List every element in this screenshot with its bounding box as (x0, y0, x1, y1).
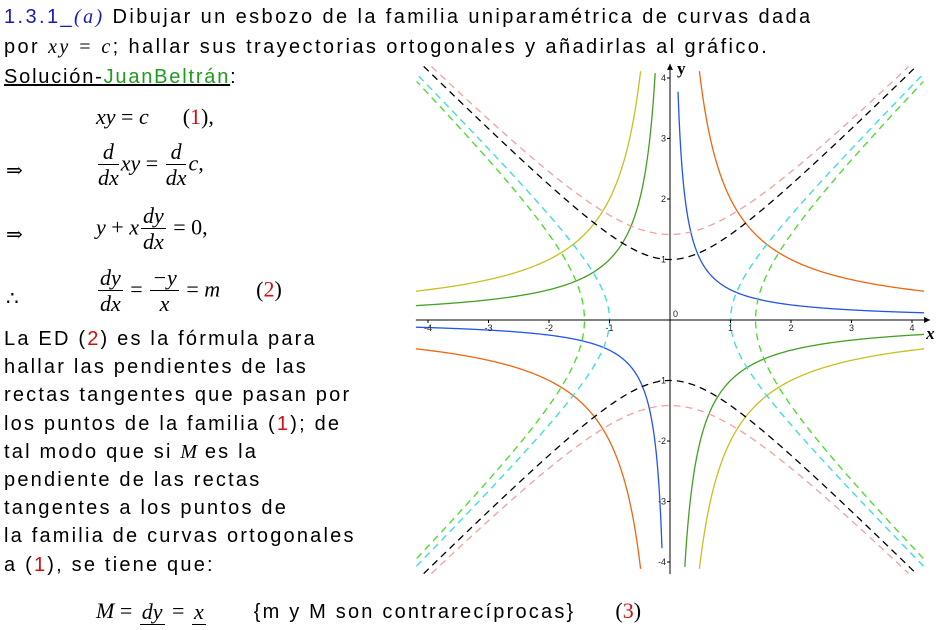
para-l5-b: es la (197, 440, 259, 463)
family-equation: xy = c (48, 36, 113, 58)
para-line-4 (4, 410, 414, 438)
y-axis-arrow (667, 64, 673, 70)
para-l4-tag: 1 (276, 412, 291, 435)
x-tick-label: 1 (727, 323, 734, 333)
bottom-M: M (96, 598, 115, 623)
eq2-frac-2 (166, 140, 187, 191)
curve-series-0-branch-0 (678, 92, 924, 313)
solution-author: JuanBeltrán (103, 66, 231, 88)
eq2-c: c, (188, 150, 204, 176)
eq4-tag: 2 (263, 276, 275, 302)
y-tick-label: 1 (660, 254, 666, 265)
y-tick-label: -2 (657, 436, 666, 446)
para-l4-a: los puntos de la familia ( (4, 412, 277, 435)
bottom-frac1-num: dy (141, 599, 163, 625)
y-tick-label: -1 (657, 375, 666, 386)
problem-part: (a) (74, 6, 105, 28)
para-line-2: hallar las pendientes de las (4, 356, 308, 379)
para-l9-a: a ( (4, 553, 34, 576)
x-tick-label: -2 (544, 323, 554, 333)
eq4-frac1-num: dy (100, 265, 121, 290)
bottom-frac-1 (140, 600, 165, 625)
x-tick-label: -4 (423, 323, 433, 333)
eq3-frac-num: dy (142, 203, 164, 228)
y-tick-label: 4 (660, 73, 666, 83)
eq4-frac-2 (150, 266, 179, 317)
eq3-x: x (129, 214, 139, 240)
eq2-frac1-den: dx (98, 165, 119, 190)
y-tick-label: -3 (657, 496, 666, 507)
eq2-frac2-num: d (166, 140, 187, 165)
eq4-frac2-den: x (159, 291, 170, 316)
orthogonal-trajectories-graph (412, 58, 935, 584)
bottom-frac-2 (192, 600, 206, 625)
para-l5-M: M (180, 440, 198, 463)
x-tick-label: 4 (909, 323, 915, 333)
x-axis-label: x (926, 324, 935, 343)
solution-heading (4, 66, 238, 89)
solution-label (4, 66, 230, 88)
implies-symbol-2: ⇒ (6, 222, 23, 246)
x-axis-arrow (924, 317, 930, 323)
para-line-6: pendiente de las rectas (4, 469, 262, 492)
explanation-paragraph (4, 325, 414, 579)
eq1-rhs: c (138, 104, 149, 129)
para-l1-a: La ED ( (4, 328, 88, 350)
solution-colon: : (230, 66, 238, 88)
x-tick-label: 3 (848, 323, 855, 333)
eq1-tag: 1 (190, 104, 202, 129)
eq3-frac-den: dx (142, 229, 164, 254)
x-tick-label: 0 (673, 309, 679, 319)
para-line-5 (4, 438, 414, 466)
curve-series-1-branch-1 (416, 73, 655, 305)
para-line-3: rectas tangentes que pasan por (4, 384, 352, 407)
bottom-tag-group: (3) (615, 598, 642, 623)
equation-3: y + x $\frac{dy}{dx}$ = 0, (96, 203, 208, 254)
equation-4: $\frac{dy}{dx}$ = $\frac{-y}{x}$ = m (2) (100, 265, 282, 316)
curve-series-3-branch-0 (699, 71, 924, 291)
statement-text-1: Dibujar un esbozo de la familia uniparamétrica de curvas dada (104, 6, 813, 28)
x-tick-label: 2 (788, 323, 794, 333)
curve-series-1-branch-0 (685, 334, 924, 566)
eq4-frac-1 (98, 266, 123, 317)
eq2-xy: xy (120, 150, 141, 176)
para-l1-b: ) es la fórmula para (100, 328, 317, 350)
y-tick-label: -4 (657, 557, 666, 567)
bottom-tag: 3 (622, 598, 634, 623)
curve-series-3-branch-1 (416, 349, 641, 569)
para-l4-b: ); de (290, 412, 342, 435)
y-tick-label: 3 (660, 133, 666, 144)
equation-3-bottom (96, 598, 641, 625)
x-tick-label: -3 (484, 323, 493, 333)
eq2-frac-1 (98, 140, 119, 191)
bottom-note: {m y M son contrarecíprocas} (253, 601, 576, 623)
para-line-8: la familia de curvas ortogonales (4, 525, 356, 548)
solution-word: Solución- (4, 66, 104, 88)
statement-prefix: por (4, 36, 49, 58)
y-tick-label: 2 (660, 194, 666, 204)
eq1-lhs: xy (96, 104, 116, 129)
eq2-frac2-den: dx (165, 165, 187, 190)
therefore-symbol: ∴ (6, 286, 19, 310)
curve-series-2-branch-1 (416, 71, 641, 291)
curve-series-2-branch-0 (699, 349, 924, 569)
statement-line-1 (4, 2, 934, 32)
eq3-zero: 0, (191, 214, 208, 240)
statement-line-2 (4, 32, 934, 62)
bottom-eq: M = dy = x (96, 598, 204, 625)
para-l5-a: tal modo que si (4, 440, 181, 463)
problem-number: 1.3.1_ (4, 6, 75, 28)
para-l1-tag: 2 (87, 328, 101, 350)
para-line-1 (4, 325, 414, 353)
eq3-y: y (96, 214, 106, 240)
statement-text-2: ; hallar sus trayectorias ortogonales y añadirlas al gráfico. (112, 36, 770, 58)
y-axis-label: y (677, 58, 686, 78)
eq4-frac1-den: dx (100, 291, 121, 316)
para-line-9 (4, 551, 414, 579)
equation-1: xy = c (1), (96, 104, 214, 129)
problem-statement (4, 2, 934, 62)
eq3-frac (141, 204, 166, 255)
equation-2: $\frac{d}{dx}$ xy = $\frac{d}{dx}$ c, (98, 139, 204, 190)
para-l9-tag: 1 (33, 553, 48, 576)
x-tick-label: -1 (605, 323, 614, 333)
bottom-frac2-num: x (193, 599, 204, 625)
eq4-frac2-num: −y (152, 265, 177, 290)
eq4-m: m (204, 276, 221, 302)
implies-symbol-1: ⇒ (6, 158, 23, 182)
curve-series-0-branch-1 (416, 327, 662, 548)
para-l9-b: ), se tiene que: (47, 553, 215, 576)
para-line-7: tangentes a los puntos de (4, 497, 289, 520)
eq2-frac1-num: d (98, 140, 119, 165)
